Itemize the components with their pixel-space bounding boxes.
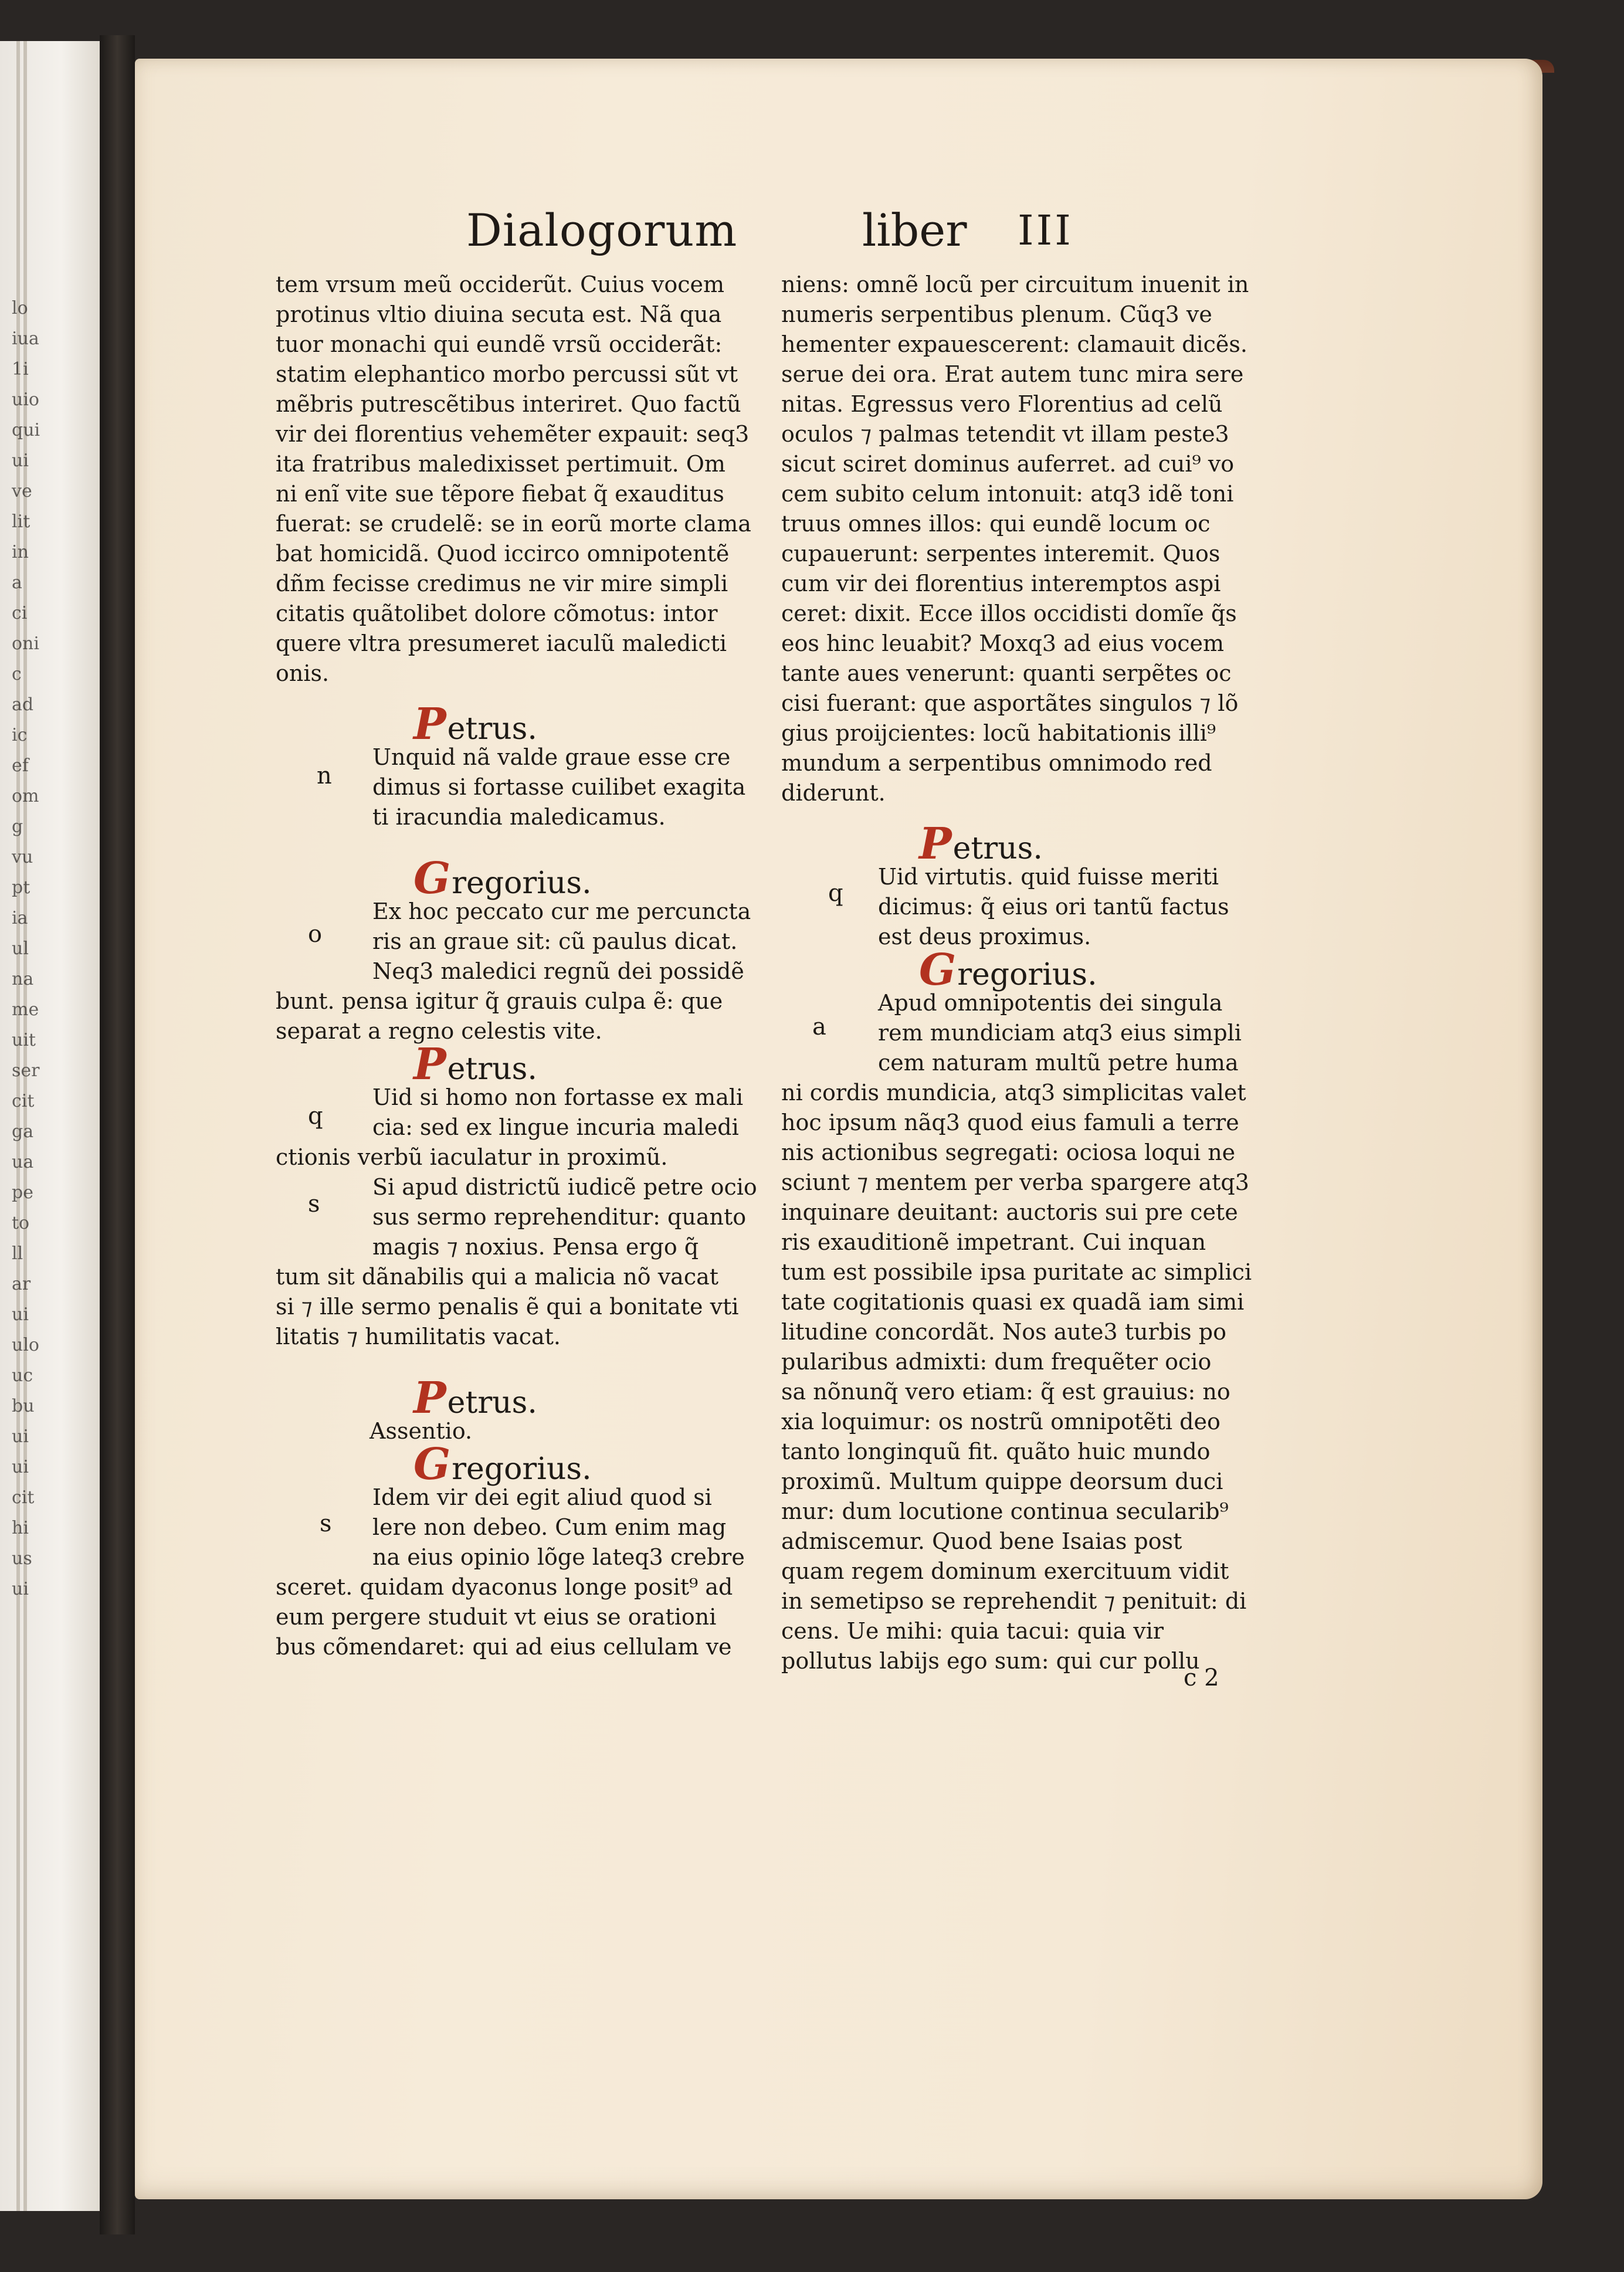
text-line: ctionis verbũ iaculatur in proximũ.	[276, 1144, 668, 1170]
text-line: bunt. pensa igitur q̃ grauis culpa ẽ: que	[276, 988, 723, 1014]
fragment-line: cit	[12, 1487, 35, 1508]
facing-page-fragment	[0, 41, 111, 2211]
text-line: cem subito celum intonuit: atq3 idẽ toni	[781, 481, 1234, 507]
text-line: cupauerunt: serpentes interemit. Quos	[781, 541, 1220, 567]
text-line: nitas. Egressus vero Florentius ad celũ	[781, 391, 1223, 417]
right-text-column	[781, 270, 1271, 1676]
fragment-line: ic	[12, 725, 28, 745]
fragment-line: ci	[12, 603, 28, 623]
text-line: pularibus admixti: dum frequẽter ocio	[781, 1349, 1212, 1375]
text-line: truus omnes illos: qui eundẽ locum oc	[781, 511, 1211, 537]
fragment-line: ad	[12, 694, 34, 715]
text-line: est deus proximus.	[878, 924, 1091, 950]
fragment-line: qui	[12, 420, 40, 440]
assent-line: Assentio.	[369, 1418, 473, 1444]
text-line: numeris serpentibus plenum. Cũq3 ve	[781, 301, 1212, 327]
guide-letter: n	[317, 762, 332, 789]
fragment-line: pt	[12, 877, 30, 898]
text-line: niens: omnẽ locũ per circuitum inuenit in	[781, 272, 1249, 297]
text-line: cem naturam multũ petre huma	[878, 1050, 1239, 1076]
fragment-line: pe	[12, 1182, 33, 1203]
text-line: tem vrsum meũ occiderũt. Cuius vocem	[276, 272, 725, 297]
fragment-line: to	[12, 1213, 30, 1233]
fragment-line: ua	[12, 1152, 34, 1172]
initial-capital: P	[919, 819, 952, 869]
text-line: cens. Ue mihi: quia tacui: quia vir	[781, 1618, 1164, 1644]
text-line: fuerat: se crudelẽ: se in eorũ morte clama	[276, 511, 751, 537]
fragment-line: ll	[12, 1243, 23, 1264]
text-line: mur: dum locutione continua secularib⁹	[781, 1498, 1229, 1524]
fragment-line: ga	[12, 1121, 34, 1142]
fragment-line: oni	[12, 633, 39, 654]
text-line: cum vir dei florentius interemptos aspi	[781, 571, 1221, 596]
text-line: sus sermo reprehenditur: quanto	[372, 1204, 747, 1230]
speaker-heading: Gregorius.	[413, 853, 592, 904]
paragraph	[276, 1483, 765, 1662]
speaker-heading: Gregorius.	[413, 1439, 592, 1490]
text-line: tante aues venerunt: quanti serpẽtes oc	[781, 660, 1232, 686]
text-line: sceret. quidam dyaconus longe posit⁹ ad	[276, 1574, 733, 1600]
fragment-line: ve	[12, 481, 32, 501]
left-text-column	[276, 270, 765, 1662]
guide-letter: s	[308, 1191, 320, 1218]
paragraph	[276, 1172, 765, 1352]
fragment-line: ulo	[12, 1335, 39, 1355]
speaker-heading: Petrus.	[413, 1039, 537, 1090]
fragment-line: lit	[12, 511, 30, 532]
text-line: citatis quãtolibet dolore cõmotus: intor	[276, 601, 718, 626]
text-line: na eius opinio lõge lateq3 crebre	[372, 1544, 745, 1570]
fragment-line: ef	[12, 755, 29, 776]
text-line: sa nõnunq̃ vero etiam: q̃ est grauius: no	[781, 1379, 1230, 1405]
fragment-line: g	[12, 816, 23, 837]
text-line: Ex hoc peccato cur me percuncta	[372, 898, 751, 924]
text-line: Idem vir dei egit aliud quod si	[372, 1484, 712, 1510]
initial-capital: G	[413, 1439, 451, 1490]
text-line: Neq3 maledici regnũ dei possidẽ	[372, 958, 744, 984]
fragment-line: cit	[12, 1091, 35, 1111]
fragment-line: ul	[12, 938, 29, 959]
text-line: ris an graue sit: cũ paulus dicat.	[372, 928, 738, 954]
text-line: Apud omnipotentis dei singula	[878, 990, 1223, 1016]
paragraph	[781, 988, 1271, 1676]
guide-letter: o	[308, 921, 323, 948]
text-line: mẽbris putrescẽtibus interiret. Quo factũ	[276, 391, 741, 417]
paragraph	[781, 862, 1271, 952]
initial-capital: G	[919, 945, 957, 995]
fragment-line: ui	[12, 450, 29, 471]
text-line: protinus vltio diuina secuta est. Nã qua	[276, 301, 722, 327]
running-book-label: liber	[862, 204, 967, 256]
text-line: eum pergere studuit vt eius se orationi	[276, 1604, 717, 1630]
fragment-line: c	[12, 664, 22, 684]
text-line: quam regem dominum exercituum vidit	[781, 1558, 1229, 1584]
text-line: cia: sed ex lingue incuria maledi	[372, 1114, 739, 1140]
text-line: in semetipso se reprehendit ⁊ penituit: di	[781, 1588, 1247, 1614]
text-line: ni enĩ vite sue tẽpore fiebat q̃ exauditus	[276, 481, 724, 507]
text-line: gius proijcientes: locũ habitationis illi⁹	[781, 720, 1216, 746]
text-line: inquinare deuitant: auctoris sui pre cete	[781, 1199, 1238, 1225]
fragment-line: uio	[12, 389, 39, 410]
text-line: Si apud districtũ iudicẽ petre ocio	[372, 1174, 757, 1200]
guide-letter: q	[828, 880, 843, 907]
fragment-line: ar	[12, 1274, 31, 1294]
text-line: onis.	[276, 660, 330, 686]
text-line: diderunt.	[781, 780, 886, 806]
text-line: ceret: dixit. Ecce illos occidisti domĩe q̃s	[781, 601, 1237, 626]
text-line: tate cogitationis quasi ex quadã iam simi	[781, 1289, 1245, 1315]
guide-letter: s	[320, 1510, 332, 1537]
text-line: hoc ipsum nãq3 quod eius famuli a terre	[781, 1110, 1239, 1135]
text-line: dicimus: q̃ eius ori tantũ factus	[878, 894, 1229, 920]
text-line: ni cordis mundicia, atq3 simplicitas valet	[781, 1080, 1246, 1106]
fragment-line: ui	[12, 1426, 29, 1447]
fragment-line: ui	[12, 1457, 29, 1477]
fragment-line: in	[12, 542, 29, 562]
initial-capital: P	[413, 1373, 446, 1423]
running-title: Dialogorum	[466, 204, 738, 256]
text-line: eos hinc leuabit? Moxq3 ad eius vocem	[781, 630, 1225, 656]
text-line: xia loquimur: os nostrũ omnipotẽti deo	[781, 1409, 1220, 1435]
fragment-line: uit	[12, 1030, 36, 1050]
paragraph	[276, 897, 765, 1046]
text-line: ita fratribus maledixisset pertimuit. Om	[276, 451, 725, 477]
paragraph	[781, 270, 1271, 808]
text-line: magis ⁊ noxius. Pensa ergo q̃	[372, 1234, 699, 1260]
text-line: litatis ⁊ humilitatis vacat.	[276, 1324, 561, 1349]
text-line: bat homicidã. Quod iccirco omnipotentẽ	[276, 541, 730, 567]
text-line: litudine concordãt. Nos aute3 turbis po	[781, 1319, 1226, 1345]
signature-mark: c 2	[1184, 1664, 1219, 1691]
text-line: vir dei florentius vehemẽter expauit: seq3	[276, 421, 750, 447]
folio-number: III	[1018, 206, 1073, 255]
initial-capital: P	[413, 1039, 446, 1090]
fragment-line: ia	[12, 908, 28, 928]
fragment-line: om	[12, 786, 39, 806]
initial-capital: G	[413, 853, 451, 904]
guide-letter: a	[812, 1013, 826, 1040]
fragment-line: ser	[12, 1060, 40, 1081]
text-line: nis actionibus segregati: ociosa loqui ne	[781, 1140, 1236, 1165]
speaker-heading: Petrus.	[413, 699, 537, 750]
text-line: cisi fuerant: que asportãtes singulos ⁊ lõ	[781, 690, 1239, 716]
initial-capital: P	[413, 699, 446, 750]
fragment-line: bu	[12, 1396, 35, 1416]
speaker-heading: Petrus.	[413, 1373, 537, 1423]
text-line: tuor monachi qui eundẽ vrsũ occiderãt:	[276, 331, 723, 357]
text-line: tanto longinquũ fit. quãto huic mundo	[781, 1439, 1211, 1464]
text-line: serue dei ora. Erat autem tunc mira sere	[781, 361, 1244, 387]
fragment-line: lo	[12, 298, 28, 318]
fragment-line: ui	[12, 1579, 29, 1599]
text-line: hementer expauescerent: clamauit dicẽs.	[781, 331, 1247, 357]
text-line: quere vltra presumeret iaculũ maledicti	[276, 630, 727, 656]
text-line: pollutus labijs ego sum: qui cur pollu	[781, 1648, 1200, 1674]
text-line: Unquid nã valde graue esse cre	[372, 744, 731, 770]
text-line: lere non debeo. Cum enim mag	[372, 1514, 727, 1540]
text-line: admiscemur. Quod bene Isaias post	[781, 1528, 1182, 1554]
guide-letter: q	[308, 1103, 323, 1130]
text-line: mundum a serpentibus omnimodo red	[781, 750, 1212, 776]
text-line: separat a regno celestis vite.	[276, 1018, 602, 1044]
facing-page-text	[12, 293, 100, 1759]
text-line: sicut sciret dominus auferret. ad cui⁹ vo	[781, 451, 1235, 477]
text-line: Uid si homo non fortasse ex mali	[372, 1084, 744, 1110]
paragraph	[276, 742, 765, 832]
fragment-line: me	[12, 999, 39, 1020]
fragment-line: 1i	[12, 359, 29, 379]
paragraph	[276, 270, 765, 689]
text-line: sciunt ⁊ mentem per verba spargere atq3	[781, 1169, 1249, 1195]
fragment-line: iua	[12, 328, 39, 349]
binding-gutter	[100, 35, 135, 2234]
text-line: si ⁊ ille sermo penalis ẽ qui a bonitate vti	[276, 1294, 739, 1320]
text-line: bus cõmendaret: qui ad eius cellulam ve	[276, 1634, 732, 1660]
paragraph	[276, 1083, 765, 1172]
fragment-line: ui	[12, 1304, 29, 1325]
text-line: rem mundiciam atq3 eius simpli	[878, 1020, 1242, 1046]
text-line: Uid virtutis. quid fuisse meriti	[878, 864, 1219, 890]
fragment-line: a	[12, 572, 22, 593]
speaker-heading: Gregorius.	[919, 945, 1097, 995]
fragment-line: na	[12, 969, 34, 989]
fragment-line: us	[12, 1548, 32, 1569]
text-line: tum est possibile ipsa puritate ac simplici	[781, 1259, 1252, 1285]
text-line: dñm fecisse credimus ne vir mire simpli	[276, 571, 728, 596]
speaker-heading: Petrus.	[919, 819, 1043, 869]
text-line: tum sit dãnabilis qui a malicia nõ vacat	[276, 1264, 719, 1290]
text-line: ris exauditionẽ impetrant. Cui inquan	[781, 1229, 1206, 1255]
text-line: proximũ. Multum quippe deorsum duci	[781, 1469, 1223, 1494]
text-line: ti iracundia maledicamus.	[372, 804, 666, 830]
fragment-line: vu	[12, 847, 33, 867]
text-line: dimus si fortasse cuilibet exagita	[372, 774, 746, 800]
text-line: oculos ⁊ palmas tetendit vt illam peste3	[781, 421, 1229, 447]
fragment-line: hi	[12, 1518, 29, 1538]
fragment-line: uc	[12, 1365, 33, 1386]
text-line: statim elephantico morbo percussi sũt vt	[276, 361, 738, 387]
